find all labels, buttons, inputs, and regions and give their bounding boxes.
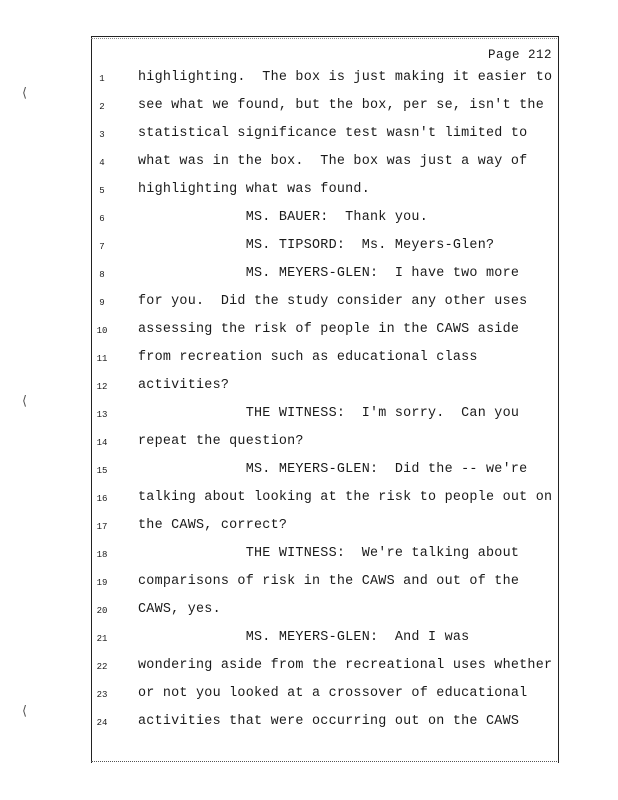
line-text: from recreation such as educational class bbox=[138, 350, 478, 365]
transcript-line bbox=[0, 66, 618, 94]
transcript-line bbox=[0, 122, 618, 150]
line-number: 7 bbox=[99, 242, 105, 252]
transcript-line bbox=[0, 598, 618, 626]
line-number: 10 bbox=[96, 326, 108, 336]
line-text: THE WITNESS: I'm sorry. Can you bbox=[138, 406, 520, 421]
line-text: highlighting what was found. bbox=[138, 182, 370, 197]
margin-mark: ⟨ bbox=[22, 704, 28, 719]
line-number: 5 bbox=[99, 186, 105, 196]
line-text: the CAWS, correct? bbox=[138, 518, 288, 533]
line-text: talking about looking at the risk to people out on bbox=[138, 490, 553, 505]
line-text: highlighting. The box is just making it easier to bbox=[138, 70, 553, 85]
margin-mark: ⟨ bbox=[22, 86, 28, 101]
line-text: for you. Did the study consider any other uses bbox=[138, 294, 528, 309]
transcript-line bbox=[0, 486, 618, 514]
transcript-line bbox=[0, 318, 618, 346]
line-text: MS. MEYERS-GLEN: And I was bbox=[138, 630, 470, 645]
transcript-line bbox=[0, 150, 618, 178]
line-text: MS. MEYERS-GLEN: I have two more bbox=[138, 266, 520, 281]
line-text: MS. MEYERS-GLEN: Did the -- we're bbox=[138, 462, 528, 477]
line-text: activities that were occurring out on the CAWS bbox=[138, 714, 520, 729]
line-text: statistical significance test wasn't limited to bbox=[138, 126, 528, 141]
line-number: 22 bbox=[96, 662, 108, 672]
transcript-line bbox=[0, 654, 618, 682]
line-number: 20 bbox=[96, 606, 108, 616]
transcript-line bbox=[0, 234, 618, 262]
line-text: or not you looked at a crossover of educational bbox=[138, 686, 528, 701]
line-number: 14 bbox=[96, 438, 108, 448]
transcript-line bbox=[0, 570, 618, 598]
transcript-line bbox=[0, 290, 618, 318]
line-text: comparisons of risk in the CAWS and out of the bbox=[138, 574, 520, 589]
line-text: MS. TIPSORD: Ms. Meyers-Glen? bbox=[138, 238, 495, 253]
transcript-line bbox=[0, 430, 618, 458]
line-number: 11 bbox=[96, 354, 108, 364]
line-text: activities? bbox=[138, 378, 230, 393]
line-number: 2 bbox=[99, 102, 105, 112]
line-number: 19 bbox=[96, 578, 108, 588]
line-text: THE WITNESS: We're talking about bbox=[138, 546, 520, 561]
transcript-line bbox=[0, 514, 618, 542]
line-text: wondering aside from the recreational uses whether bbox=[138, 658, 553, 673]
line-text: MS. BAUER: Thank you. bbox=[138, 210, 428, 225]
bottom-rule bbox=[91, 761, 557, 762]
line-number: 13 bbox=[96, 410, 108, 420]
line-number: 16 bbox=[96, 494, 108, 504]
line-text: see what we found, but the box, per se, isn't the bbox=[138, 98, 544, 113]
line-number: 23 bbox=[96, 690, 108, 700]
line-number: 4 bbox=[99, 158, 105, 168]
transcript-line bbox=[0, 94, 618, 122]
margin-mark: ⟨ bbox=[22, 394, 28, 409]
top-rule bbox=[91, 38, 557, 39]
transcript-line bbox=[0, 402, 618, 430]
line-number: 6 bbox=[99, 214, 105, 224]
transcript-line bbox=[0, 626, 618, 654]
line-number: 9 bbox=[99, 298, 105, 308]
line-number: 1 bbox=[99, 74, 105, 84]
line-text: repeat the question? bbox=[138, 434, 304, 449]
line-number: 17 bbox=[96, 522, 108, 532]
transcript-line bbox=[0, 542, 618, 570]
line-number: 12 bbox=[96, 382, 108, 392]
transcript-line bbox=[0, 710, 618, 738]
transcript-line bbox=[0, 178, 618, 206]
line-number: 15 bbox=[96, 466, 108, 476]
line-number: 21 bbox=[96, 634, 108, 644]
line-number: 3 bbox=[99, 130, 105, 140]
transcript-line bbox=[0, 206, 618, 234]
transcript-line bbox=[0, 682, 618, 710]
line-text: CAWS, yes. bbox=[138, 602, 221, 617]
line-number: 18 bbox=[96, 550, 108, 560]
line-number: 8 bbox=[99, 270, 105, 280]
transcript-line bbox=[0, 458, 618, 486]
line-number: 24 bbox=[96, 718, 108, 728]
page-number: Page 212 bbox=[487, 48, 552, 62]
line-text: what was in the box. The box was just a way of bbox=[138, 154, 528, 169]
transcript-line bbox=[0, 346, 618, 374]
transcript-line bbox=[0, 374, 618, 402]
transcript-line bbox=[0, 262, 618, 290]
line-text: assessing the risk of people in the CAWS aside bbox=[138, 322, 520, 337]
